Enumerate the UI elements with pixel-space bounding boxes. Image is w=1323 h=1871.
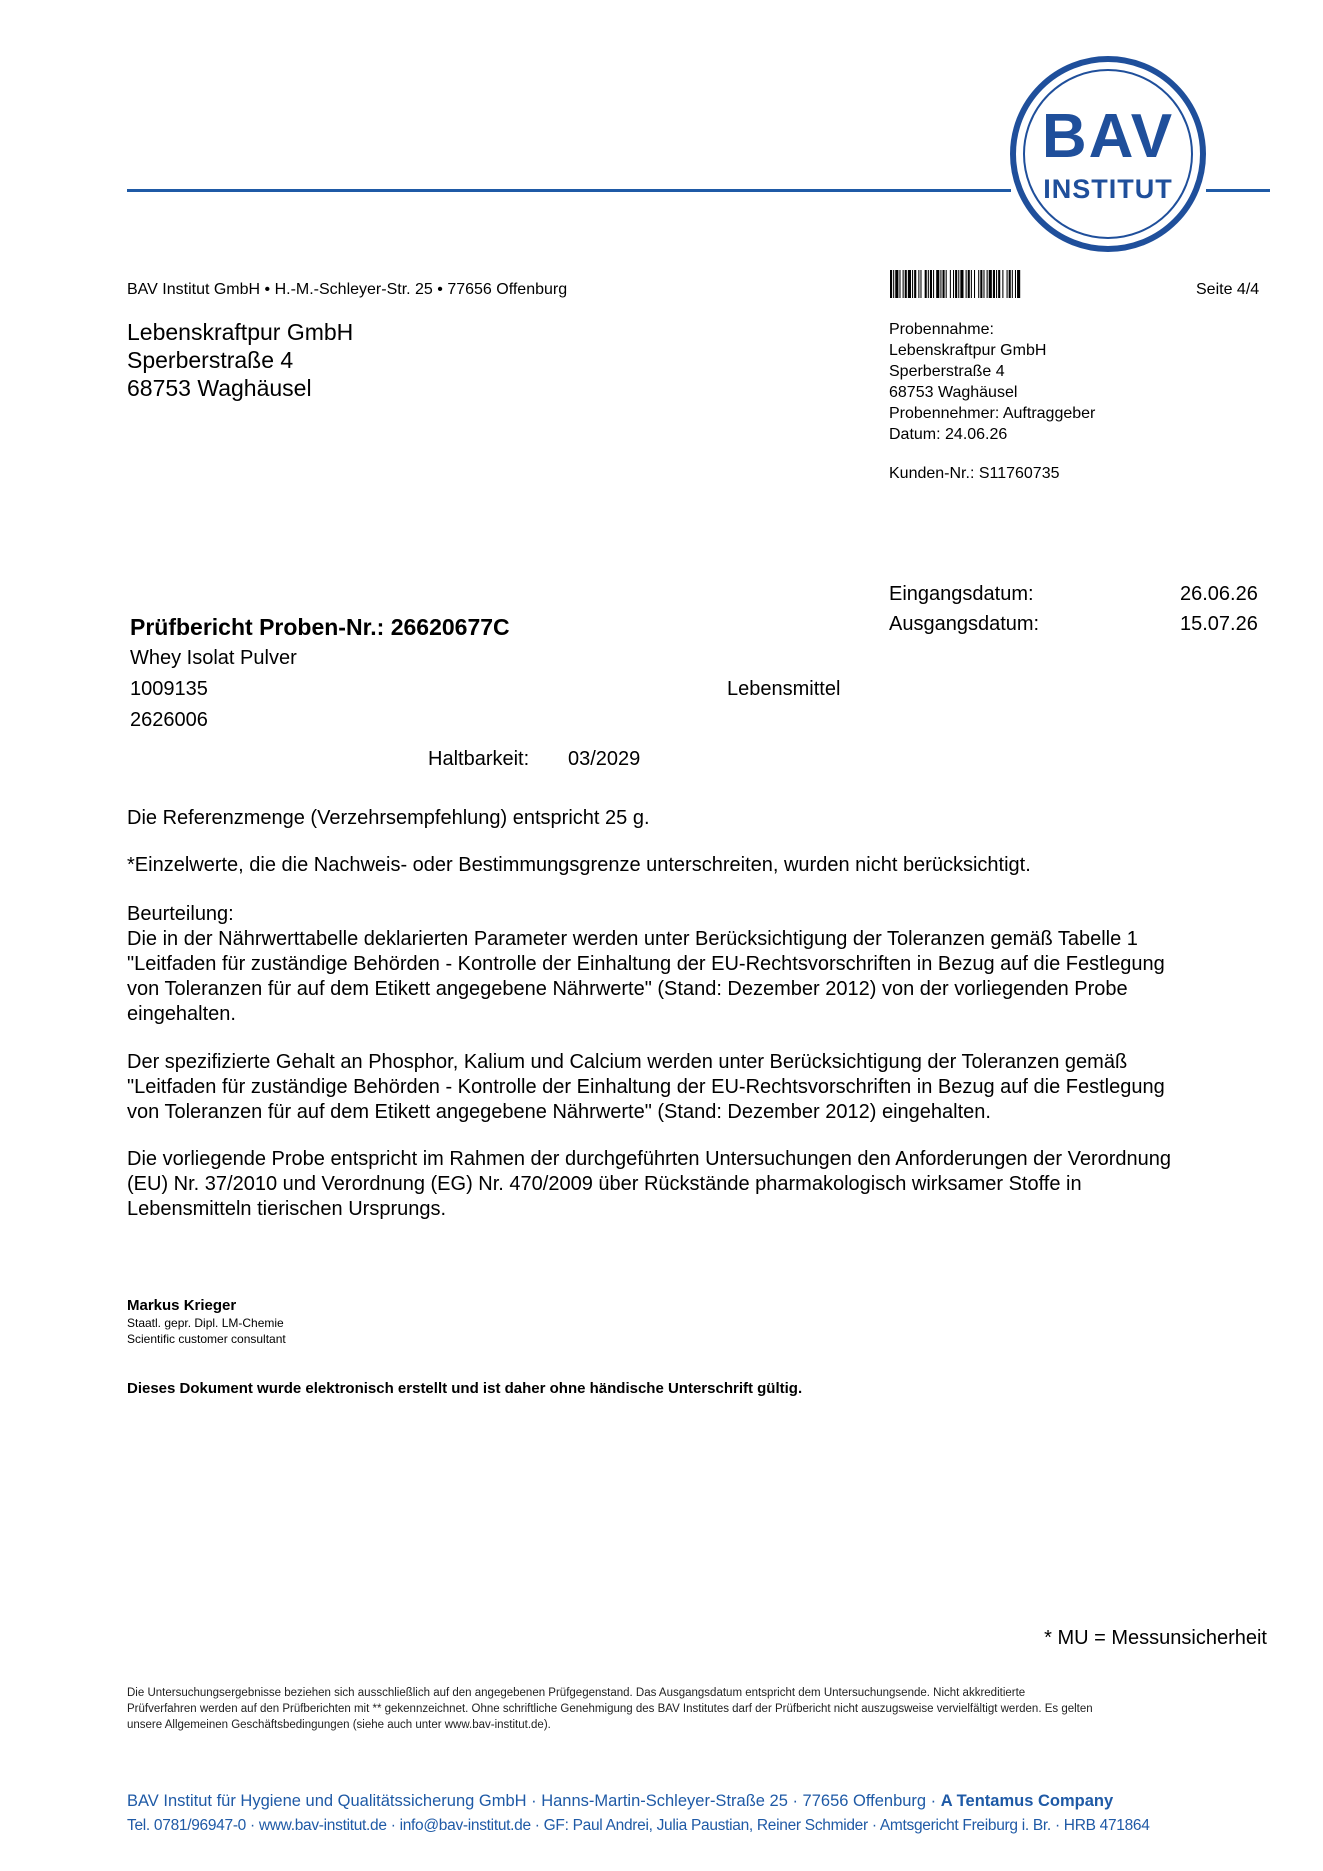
sampling-heading: Probennahme: bbox=[889, 321, 994, 338]
assessment-p1-line3: von Toleranzen für auf dem Etikett angegebene Nährwerte" (Stand: Dezember 2012) von der vorliegenden Probe bbox=[127, 978, 1128, 1000]
mu-note: * MU = Messunsicherheit bbox=[1044, 1627, 1267, 1649]
departure-date-value: 15.07.26 bbox=[1180, 613, 1258, 635]
product-category: Lebensmittel bbox=[727, 678, 841, 700]
assessment-p1-line1: Die in der Nährwerttabelle deklarierten Parameter werden unter Berücksichtigung der Toleranzen gemäß Tabelle 1 bbox=[127, 928, 1138, 950]
assessment-p3-line2: (EU) Nr. 37/2010 und Verordnung (EG) Nr. 470/2009 über Rückstände pharmakologisch wirksamer Stoffe in bbox=[127, 1173, 1082, 1195]
assessment-block bbox=[127, 902, 1165, 1027]
disclaimer-line-2: Prüfverfahren werden auf den Prüfberichten mit ** gekennzeichnet. Ohne schriftliche Genehmigung des BAV Institutes darf der Prüfbericht nicht auszugsweise vervielfältigt werden. Es gelten bbox=[127, 1703, 1093, 1715]
assessment-p1-line4: eingehalten. bbox=[127, 1003, 236, 1025]
disclaimer-line-3: unsere Allgemeinen Geschäftsbedingungen (siehe auch unter www.bav-institut.de). bbox=[127, 1719, 551, 1731]
sampler: Probennehmer: Auftraggeber bbox=[889, 405, 1096, 422]
assessment-p2-line3: von Toleranzen für auf dem Etikett angegebene Nährwerte" (Stand: Dezember 2012) eingehalten. bbox=[127, 1101, 991, 1123]
electronic-signature-note: Dieses Dokument wurde elektronisch erstellt und ist daher ohne händische Unterschrift gültig. bbox=[127, 1380, 803, 1397]
shelf-life-value: 03/2029 bbox=[568, 748, 641, 770]
assessment-paragraph-2 bbox=[127, 1050, 1165, 1125]
assessment-p3-line3: Lebensmitteln tierischen Ursprungs. bbox=[127, 1198, 447, 1220]
footer-contact-line: Tel. 0781/96947-0 · www.bav-institut.de · info@bav-institut.de · GF: Paul Andrei, Julia Paustian, Reiner Schmider · Amtsgericht Freiburg i. Br. · HRB 471864 bbox=[127, 1817, 1150, 1834]
sampling-line-1: Lebenskraftpur GmbH bbox=[889, 342, 1047, 359]
page-number: Seite 4/4 bbox=[1196, 281, 1260, 298]
logo-text-institut: INSTITUT bbox=[1043, 174, 1173, 204]
signer-title-1: Staatl. gepr. Dipl. LM-Chemie bbox=[127, 1316, 284, 1330]
sampling-line-3: 68753 Waghäusel bbox=[889, 384, 1018, 401]
sampling-date: Datum: 24.06.26 bbox=[889, 426, 1008, 443]
product-name: Whey Isolat Pulver bbox=[130, 647, 297, 669]
tentamus-brand: A Tentamus Company bbox=[940, 1792, 1114, 1810]
sampling-info bbox=[889, 319, 1095, 445]
shelf-life-label: Haltbarkeit: bbox=[428, 748, 530, 770]
signer-name: Markus Krieger bbox=[127, 1297, 237, 1314]
sender-line: BAV Institut GmbH • H.-M.-Schleyer-Str. 25 • 77656 Offenburg bbox=[127, 281, 568, 298]
recipient-line-1: Lebenskraftpur GmbH bbox=[127, 319, 354, 345]
recipient-line-3: 68753 Waghäusel bbox=[127, 375, 312, 401]
assessment-p2-line2: "Leitfaden für zuständige Behörden - Kontrolle der Einhaltung der EU-Rechtsvorschriften in Bezug auf die Festlegung bbox=[127, 1076, 1165, 1098]
header-rule-left bbox=[127, 189, 1011, 192]
footer-address: BAV Institut für Hygiene und Qualitätssicherung GmbH · Hanns-Martin-Schleyer-Straße 25 · 77656 Offenburg · bbox=[127, 1792, 937, 1810]
recipient-line-2: Sperberstraße 4 bbox=[127, 347, 294, 373]
arrival-date-label: Eingangsdatum: bbox=[889, 583, 1034, 605]
header-rule-right bbox=[1206, 189, 1270, 192]
disclaimer-line-1: Die Untersuchungsergebnisse beziehen sich ausschließlich auf den angegebenen Prüfgegenstand. Das Ausgangsdatum entspricht dem Untersuchungsende. Nicht akkreditierte bbox=[127, 1687, 1026, 1699]
product-code-2: 2626006 bbox=[130, 709, 208, 731]
detection-note: *Einzelwerte, die die Nachweis- oder Bestimmungsgrenze unterschreiten, wurden nicht berücksichtigt. bbox=[127, 854, 1031, 876]
departure-date-label: Ausgangsdatum: bbox=[889, 613, 1040, 635]
logo-text-bav: BAV bbox=[1041, 102, 1175, 171]
product-code-1: 1009135 bbox=[130, 678, 208, 700]
signer-title-2: Scientific customer consultant bbox=[127, 1332, 286, 1346]
barcode bbox=[890, 270, 1116, 298]
assessment-p3-line1: Die vorliegende Probe entspricht im Rahmen der durchgeführten Untersuchungen den Anforderungen der Verordnung bbox=[127, 1148, 1172, 1170]
footer-company-line bbox=[127, 1792, 1113, 1811]
assessment-heading: Beurteilung: bbox=[127, 903, 234, 925]
report-title: Prüfbericht Proben-Nr.: 26620677C bbox=[130, 614, 510, 640]
bav-logo bbox=[1010, 56, 1206, 252]
customer-number: Kunden-Nr.: S11760735 bbox=[889, 465, 1060, 482]
assessment-paragraph-3 bbox=[127, 1147, 1171, 1222]
assessment-p1-line2: "Leitfaden für zuständige Behörden - Kontrolle der Einhaltung der EU-Rechtsvorschriften in Bezug auf die Festlegung bbox=[127, 953, 1165, 975]
assessment-p2-line1: Der spezifizierte Gehalt an Phosphor, Kalium und Calcium werden unter Berücksichtigung der Toleranzen gemäß bbox=[127, 1051, 1128, 1073]
arrival-date-value: 26.06.26 bbox=[1180, 583, 1258, 605]
disclaimer bbox=[127, 1685, 1093, 1733]
recipient-address bbox=[127, 318, 353, 402]
sampling-line-2: Sperberstraße 4 bbox=[889, 363, 1005, 380]
reference-quantity: Die Referenzmenge (Verzehrsempfehlung) entspricht 25 g. bbox=[127, 807, 650, 829]
